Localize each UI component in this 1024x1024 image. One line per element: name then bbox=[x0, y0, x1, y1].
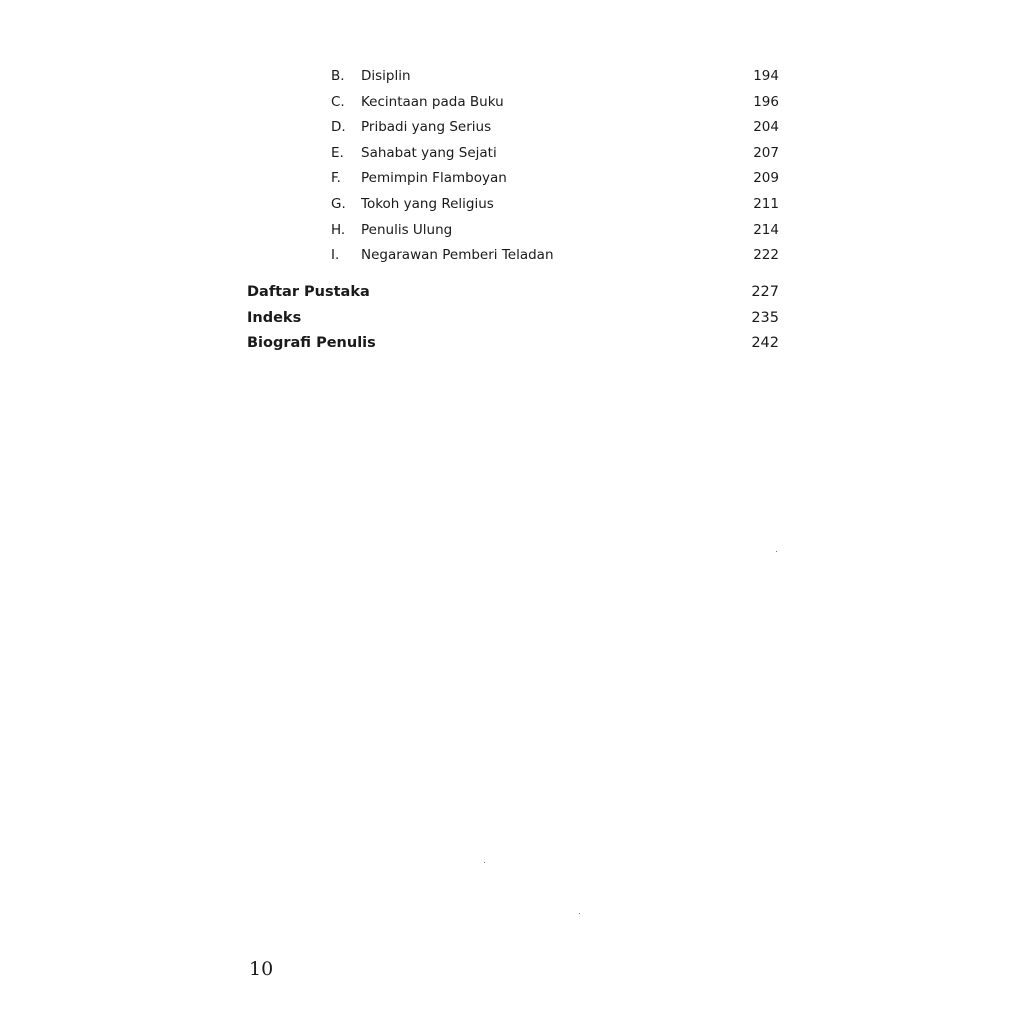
toc-entry-page-number: 196 bbox=[753, 94, 779, 110]
dot-leader bbox=[505, 93, 749, 107]
toc-entry-letter: I. bbox=[331, 247, 340, 263]
toc-entry-page-number: 235 bbox=[751, 310, 779, 326]
scan-speck bbox=[484, 862, 485, 863]
dot-leader bbox=[498, 144, 749, 158]
toc-entry-title: Tokoh yang Religius bbox=[361, 196, 494, 212]
toc-entry-kecintaan-pada-buku bbox=[331, 91, 779, 113]
dot-leader bbox=[412, 67, 749, 81]
toc-entry-title: Pemimpin Flamboyan bbox=[361, 170, 507, 186]
dot-leader bbox=[492, 118, 749, 132]
toc-entry-page-number: 207 bbox=[753, 145, 779, 161]
toc-entry-page-number: 204 bbox=[753, 119, 779, 135]
toc-entry-title: Negarawan Pemberi Teladan bbox=[361, 247, 554, 263]
toc-entry-page-number: 211 bbox=[753, 196, 779, 212]
toc-entry-letter: E. bbox=[331, 145, 344, 161]
toc-entry-letter: B. bbox=[331, 68, 345, 84]
toc-entry-title: Indeks bbox=[247, 310, 302, 326]
dot-leader bbox=[377, 333, 748, 348]
toc-entry-pemimpin-flamboyan bbox=[331, 167, 779, 189]
toc-entry-title: Kecintaan pada Buku bbox=[361, 94, 504, 110]
dot-leader bbox=[302, 308, 747, 323]
toc-entry-daftar-pustaka bbox=[247, 280, 779, 304]
toc-entry-page-number: 242 bbox=[751, 335, 779, 351]
toc-entry-disiplin bbox=[331, 65, 779, 87]
toc-entry-page-number: 214 bbox=[753, 222, 779, 238]
toc-entry-tokoh-yang-religius bbox=[331, 193, 779, 215]
scan-speck bbox=[579, 913, 580, 914]
toc-entry-title: Disiplin bbox=[361, 68, 411, 84]
toc-entry-page-number: 209 bbox=[753, 170, 779, 186]
toc-entry-title: Biografi Penulis bbox=[247, 335, 376, 351]
toc-entry-page-number: 227 bbox=[751, 284, 779, 300]
dot-leader bbox=[508, 169, 749, 183]
scan-speck bbox=[776, 551, 777, 552]
dot-leader bbox=[495, 195, 749, 209]
toc-entry-title: Sahabat yang Sejati bbox=[361, 145, 497, 161]
toc-entry-negarawan-pemberi-teladan bbox=[331, 244, 779, 266]
toc-entry-letter: F. bbox=[331, 170, 341, 186]
dot-leader bbox=[371, 282, 748, 297]
toc-entry-title: Daftar Pustaka bbox=[247, 284, 370, 300]
toc-entry-letter: D. bbox=[331, 119, 346, 135]
toc-entry-sahabat-yang-sejati bbox=[331, 142, 779, 164]
dot-leader bbox=[555, 246, 750, 260]
toc-entry-letter: C. bbox=[331, 94, 345, 110]
toc-entry-letter: G. bbox=[331, 196, 346, 212]
toc-entry-letter: H. bbox=[331, 222, 346, 238]
toc-entry-pribadi-yang-serius bbox=[331, 116, 779, 138]
page-number: 10 bbox=[249, 958, 274, 980]
dot-leader bbox=[453, 221, 749, 235]
toc-entry-indeks bbox=[247, 306, 779, 330]
toc-entry-biografi-penulis bbox=[247, 331, 779, 355]
toc-entry-page-number: 222 bbox=[753, 247, 779, 263]
toc-entry-penulis-ulung bbox=[331, 219, 779, 241]
toc-entry-page-number: 194 bbox=[753, 68, 779, 84]
toc-entry-title: Penulis Ulung bbox=[361, 222, 453, 238]
toc-entry-title: Pribadi yang Serius bbox=[361, 119, 492, 135]
